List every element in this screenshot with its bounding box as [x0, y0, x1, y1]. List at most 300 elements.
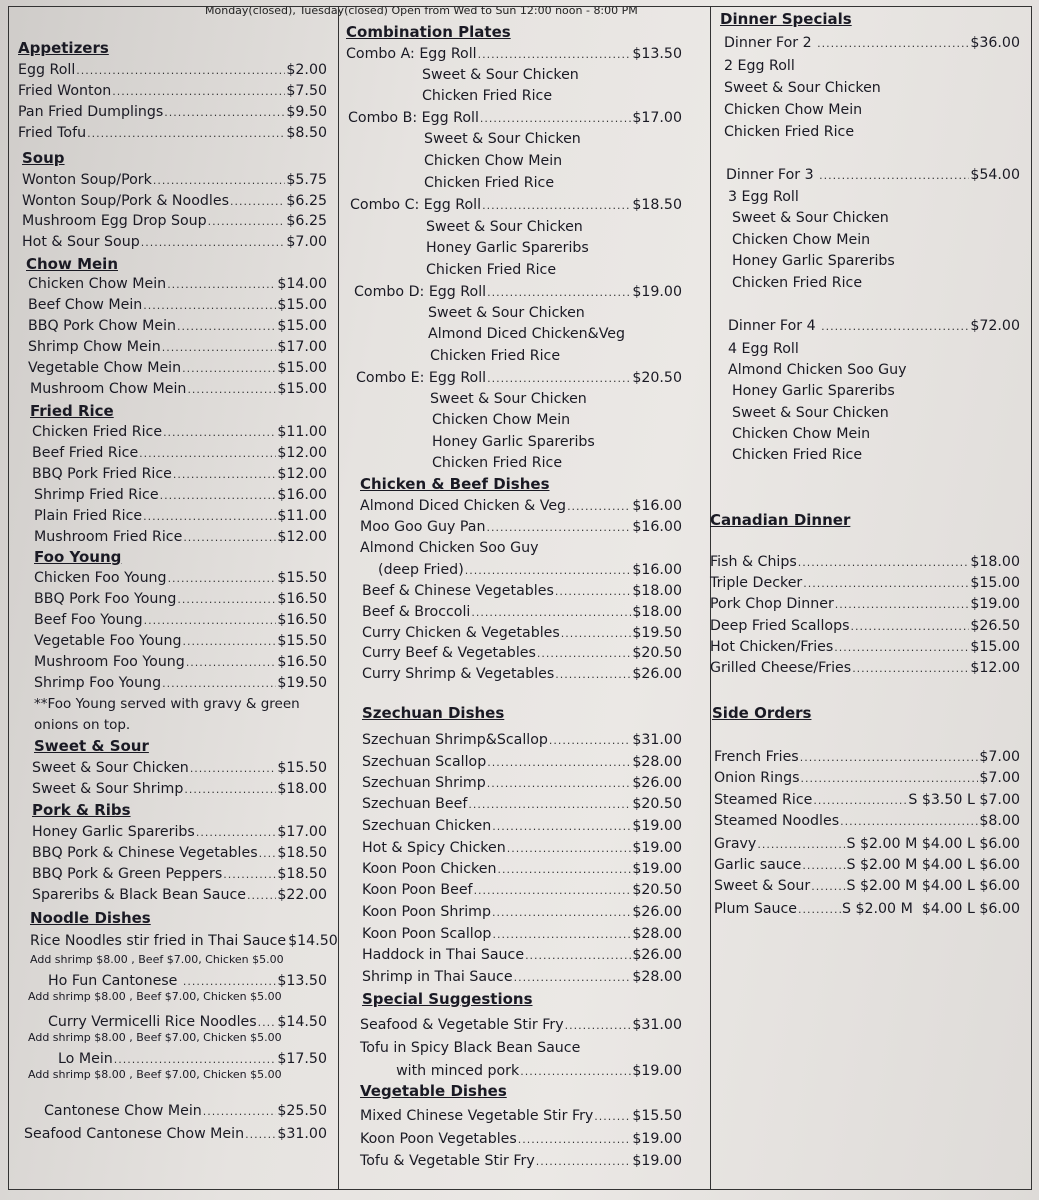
item-price: $17.50	[277, 1051, 327, 1067]
item-name: Ho Fun Cantonese	[48, 973, 182, 989]
menu-item	[34, 591, 327, 607]
menu-item	[32, 824, 327, 840]
item-price: $26.50	[970, 618, 1020, 634]
item-price: $7.00	[979, 770, 1020, 786]
item-price: $11.00	[277, 424, 327, 440]
item-price: $20.50	[632, 796, 682, 812]
item-price: $16.50	[277, 612, 327, 628]
menu-item	[714, 857, 1020, 873]
dot-leader	[177, 593, 276, 606]
item-name: Beef & Chinese Vegetables	[362, 583, 554, 599]
item-price: $16.50	[277, 654, 327, 670]
item-name: Fish & Chips	[710, 554, 797, 570]
item-name: Grilled Cheese/Fries	[710, 660, 852, 676]
item-price: $19.00	[632, 861, 682, 877]
item-price: $12.00	[277, 529, 327, 545]
item-name: Hot Chicken/Fries	[710, 639, 834, 655]
menu-item	[360, 519, 682, 535]
item-name: Chicken Fried Rice	[32, 424, 163, 440]
menu-item	[714, 749, 1020, 765]
menu-line: Almond Diced Chicken&Veg	[428, 326, 626, 342]
dot-leader	[555, 668, 631, 681]
menu-line: Sweet & Sour Chicken	[426, 219, 583, 235]
dot-leader	[537, 647, 631, 660]
item-name: Koon Poon Chicken	[362, 861, 497, 877]
dot-leader	[168, 572, 277, 585]
dot-leader	[492, 820, 631, 833]
menu-line: Chicken Fried Rice	[422, 88, 553, 104]
menu-item	[360, 498, 682, 514]
dot-leader	[76, 64, 285, 77]
item-price: $14.00	[277, 276, 327, 292]
dot-leader	[821, 320, 969, 333]
menu-item	[34, 487, 327, 503]
menu-item	[28, 360, 327, 376]
item-price: $12.00	[277, 445, 327, 461]
item-price: $22.00	[277, 887, 327, 903]
item-name: Combo E: Egg Roll	[356, 370, 487, 386]
item-name: Mushroom Chow Mein	[30, 381, 187, 397]
dot-leader	[518, 1133, 632, 1146]
item-name: Dinner For 4	[728, 318, 821, 334]
item-name: Beef Chow Mein	[28, 297, 143, 313]
menu-item	[48, 1014, 327, 1030]
item-price: $19.00	[632, 1153, 682, 1169]
dot-leader	[182, 635, 276, 648]
menu-item	[34, 675, 327, 691]
menu-item	[360, 562, 682, 578]
menu-item	[22, 213, 327, 229]
item-name: Combo C: Egg Roll	[350, 197, 482, 213]
item-price: $17.00	[277, 339, 327, 355]
item-price: $31.00	[632, 1017, 682, 1033]
dot-leader	[800, 751, 979, 764]
menu-item	[32, 781, 327, 797]
item-name: Chicken Chow Mein	[28, 276, 167, 292]
dot-leader	[834, 641, 969, 654]
menu-item	[724, 35, 1020, 51]
dot-leader	[757, 838, 845, 851]
menu-item	[362, 969, 682, 985]
item-name: Deep Fried Scallops	[710, 618, 850, 634]
menu-item	[362, 926, 682, 942]
add-on-note: Add shrimp $8.00 , Beef $7.00, Chicken $5.00	[30, 953, 284, 966]
item-name: Shrimp Chow Mein	[28, 339, 161, 355]
dot-leader	[561, 627, 632, 640]
item-name: Fried Tofu	[18, 125, 87, 141]
section-heading: Special Suggestions	[362, 990, 533, 1008]
menu-item	[32, 887, 327, 903]
menu-item	[710, 660, 1020, 676]
dot-leader	[798, 903, 841, 916]
menu-line: Honey Garlic Spareribs	[732, 383, 895, 399]
dot-leader	[536, 1155, 632, 1168]
dot-leader	[167, 278, 276, 291]
item-price: $26.00	[632, 666, 682, 682]
dot-leader	[802, 859, 845, 872]
section-heading: Side Orders	[712, 704, 812, 722]
menu-item	[350, 197, 682, 213]
add-on-note: Add shrimp $8.00 , Beef $7.00, Chicken $5.00	[28, 1031, 282, 1044]
menu-line: Sweet & Sour Chicken	[428, 305, 585, 321]
item-name: Mushroom Foo Young	[34, 654, 185, 670]
item-price: $5.75	[286, 172, 327, 188]
menu-item	[32, 845, 327, 861]
item-price: $15.00	[277, 318, 327, 334]
menu-item	[362, 732, 682, 748]
item-price: $18.50	[277, 845, 327, 861]
dot-leader	[482, 199, 631, 212]
menu-item	[28, 339, 327, 355]
menu-item	[362, 796, 682, 812]
item-name: Beef Foo Young	[34, 612, 143, 628]
dot-leader	[87, 127, 285, 140]
dot-leader	[851, 620, 970, 633]
menu-item	[714, 813, 1020, 829]
item-name: Koon Poon Beef	[362, 882, 473, 898]
menu-line: Chicken Fried Rice	[432, 455, 563, 471]
menu-item	[48, 973, 327, 989]
dot-leader	[160, 489, 277, 502]
item-price: $12.00	[277, 466, 327, 482]
item-price: $15.50	[277, 570, 327, 586]
menu-item	[728, 318, 1020, 334]
menu-line: Tofu in Spicy Black Bean Sauce	[360, 1040, 581, 1056]
item-name: Dinner For 3	[726, 167, 819, 183]
item-name: Steamed Rice	[714, 792, 813, 808]
dot-leader	[567, 500, 631, 513]
item-name: Combo A: Egg Roll	[346, 46, 477, 62]
dot-leader	[487, 286, 631, 299]
menu-item	[362, 754, 682, 770]
menu-line: Chicken Fried Rice	[732, 447, 863, 463]
dot-leader	[800, 772, 978, 785]
item-name: Haddock in Thai Sauce	[362, 947, 525, 963]
menu-line: Chicken Fried Rice	[424, 175, 555, 191]
item-price: $16.00	[632, 519, 682, 535]
item-name: Koon Poon Shrimp	[362, 904, 491, 920]
item-price: $26.00	[632, 904, 682, 920]
item-name: Gravy	[714, 836, 757, 852]
item-name: with minced pork	[360, 1063, 520, 1079]
menu-line: 2 Egg Roll	[724, 58, 795, 74]
section-heading: Fried Rice	[30, 402, 114, 420]
dot-leader	[487, 372, 631, 385]
menu-item	[44, 1103, 327, 1119]
dot-leader	[480, 112, 631, 125]
item-name: Curry Chicken & Vegetables	[362, 625, 560, 641]
section-heading: Chicken & Beef Dishes	[360, 475, 550, 493]
dot-leader	[183, 975, 276, 988]
item-name: Plum Sauce	[714, 901, 798, 917]
item-price: $17.00	[277, 824, 327, 840]
menu-item	[714, 770, 1020, 786]
menu-line: Chicken Chow Mein	[732, 426, 871, 442]
dot-leader	[487, 777, 632, 790]
item-price: $6.25	[286, 213, 327, 229]
item-name: Mushroom Fried Rice	[34, 529, 183, 545]
section-heading: Szechuan Dishes	[362, 704, 505, 722]
dot-leader	[247, 889, 276, 902]
item-price: $2.00	[286, 62, 327, 78]
item-name: Szechuan Shrimp	[362, 775, 486, 791]
item-price: $15.50	[277, 633, 327, 649]
item-name: Pan Fried Dumplings	[18, 104, 164, 120]
section-heading: Vegetable Dishes	[360, 1082, 507, 1100]
column-divider	[338, 6, 339, 1190]
item-name: Cantonese Chow Mein	[44, 1103, 202, 1119]
item-price: $7.00	[286, 234, 327, 250]
item-name: Seafood Cantonese Chow Mein	[24, 1126, 245, 1142]
item-price: $16.00	[277, 487, 327, 503]
menu-item	[18, 125, 327, 141]
dot-leader	[112, 85, 285, 98]
item-name: Shrimp Fried Rice	[34, 487, 159, 503]
item-name: Curry Vermicelli Rice Noodles	[48, 1014, 257, 1030]
dot-leader	[186, 656, 277, 669]
dot-leader	[819, 169, 969, 182]
menu-item	[34, 529, 327, 545]
item-price: $54.00	[970, 167, 1020, 183]
menu-item	[362, 604, 682, 620]
menu-item	[24, 1126, 327, 1142]
item-name: Spareribs & Black Bean Sauce	[32, 887, 246, 903]
menu-item	[710, 575, 1020, 591]
item-name: Tofu & Vegetable Stir Fry	[360, 1153, 535, 1169]
dot-leader	[245, 1128, 276, 1141]
section-heading: Combination Plates	[346, 23, 511, 41]
item-name: Fried Wonton	[18, 83, 112, 99]
item-name: BBQ Pork Foo Young	[34, 591, 177, 607]
item-name: Plain Fried Rice	[34, 508, 143, 524]
item-name: Szechuan Beef	[362, 796, 468, 812]
dot-leader	[114, 1053, 277, 1066]
dot-leader	[798, 556, 970, 569]
menu-item	[18, 83, 327, 99]
dot-leader	[187, 383, 276, 396]
item-price: $20.50	[632, 645, 682, 661]
dot-leader	[190, 762, 277, 775]
item-price: $19.00	[632, 1131, 682, 1147]
item-name: Wonton Soup/Pork & Noodles	[22, 193, 229, 209]
dot-leader	[840, 815, 978, 828]
menu-line: 4 Egg Roll	[728, 341, 799, 357]
menu-item	[32, 866, 327, 882]
menu-item	[362, 583, 682, 599]
item-price: $14.50	[277, 1014, 327, 1030]
item-price: S $2.00 M $4.00 L $6.00	[841, 901, 1020, 917]
dot-leader	[208, 215, 286, 228]
item-price: $14.50	[288, 933, 338, 949]
menu-line: Sweet & Sour Chicken	[732, 210, 889, 226]
item-price: $18.50	[277, 866, 327, 882]
item-price: $20.50	[632, 370, 682, 386]
item-price: $72.00	[970, 318, 1020, 334]
item-price: $26.00	[632, 947, 682, 963]
menu-line: Chicken Fried Rice	[724, 124, 855, 140]
dot-leader	[468, 798, 631, 811]
item-name: Wonton Soup/Pork	[22, 172, 152, 188]
menu-line: Almond Chicken Soo Guy	[728, 362, 907, 378]
menu-note: onions on top.	[34, 717, 131, 733]
menu-line: Chicken Chow Mein	[724, 102, 863, 118]
item-name: Triple Decker	[710, 575, 803, 591]
item-price: $19.50	[277, 675, 327, 691]
dot-leader	[223, 868, 276, 881]
section-heading: Foo Young	[34, 548, 122, 566]
item-price: $28.00	[632, 926, 682, 942]
dot-leader	[182, 362, 276, 375]
menu-item	[32, 760, 327, 776]
item-name: BBQ Pork & Chinese Vegetables	[32, 845, 258, 861]
item-price: $28.00	[632, 969, 682, 985]
menu-item	[28, 297, 327, 313]
menu-item	[710, 639, 1020, 655]
menu-item	[710, 618, 1020, 634]
dot-leader	[817, 37, 969, 50]
item-name: Moo Goo Guy Pan	[360, 519, 486, 535]
dot-leader	[852, 662, 969, 675]
dot-leader	[259, 847, 277, 860]
dot-leader	[514, 971, 632, 984]
item-name: Koon Poon Vegetables	[360, 1131, 517, 1147]
menu-item	[362, 645, 682, 661]
item-name: Mushroom Egg Drop Soup	[22, 213, 207, 229]
menu-line: Chicken Chow Mein	[732, 232, 871, 248]
dot-leader	[525, 949, 631, 962]
dot-leader	[139, 447, 276, 460]
dot-leader	[549, 734, 631, 747]
menu-line: Chicken Fried Rice	[426, 262, 557, 278]
dot-leader	[230, 195, 285, 208]
menu-item	[18, 104, 327, 120]
dot-leader	[143, 510, 276, 523]
menu-item	[362, 882, 682, 898]
item-price: $15.00	[970, 575, 1020, 591]
item-price: $18.00	[632, 604, 682, 620]
item-price: $15.50	[632, 1108, 682, 1124]
dot-leader	[497, 863, 631, 876]
item-price: $11.00	[277, 508, 327, 524]
menu-item	[356, 370, 682, 386]
item-price: $26.00	[632, 775, 682, 791]
menu-item	[22, 193, 327, 209]
item-price: $15.00	[277, 360, 327, 376]
menu-item	[362, 818, 682, 834]
item-name: BBQ Pork Fried Rice	[32, 466, 172, 482]
item-price: $6.25	[286, 193, 327, 209]
menu-item	[714, 878, 1020, 894]
item-price: S $2.00 M $4.00 L $6.00	[846, 836, 1020, 852]
menu-item	[354, 284, 682, 300]
menu-line: Chicken Chow Mein	[432, 412, 571, 428]
item-name: Shrimp Foo Young	[34, 675, 162, 691]
dot-leader	[813, 794, 907, 807]
item-price: $8.50	[286, 125, 327, 141]
dot-leader	[162, 677, 276, 690]
menu-item	[32, 466, 327, 482]
dot-leader	[487, 756, 631, 769]
dot-leader	[520, 1065, 631, 1078]
item-name: Hot & Sour Soup	[22, 234, 140, 250]
item-price: $18.00	[277, 781, 327, 797]
menu-item	[714, 792, 1020, 808]
dot-leader	[492, 906, 631, 919]
section-heading: Noodle Dishes	[30, 909, 151, 927]
menu-line: Sweet & Sour Chicken	[430, 391, 587, 407]
item-name: BBQ Pork & Green Peppers	[32, 866, 223, 882]
menu-item	[34, 654, 327, 670]
menu-item	[28, 318, 327, 334]
item-name: Vegetable Foo Young	[34, 633, 182, 649]
item-name: Beef Fried Rice	[32, 445, 139, 461]
item-name: Shrimp in Thai Sauce	[362, 969, 513, 985]
menu-line: Honey Garlic Spareribs	[426, 240, 589, 256]
item-price: $18.00	[632, 583, 682, 599]
dot-leader	[465, 564, 632, 577]
menu-item	[710, 596, 1020, 612]
item-name: Garlic sauce	[714, 857, 802, 873]
menu-line: Honey Garlic Spareribs	[732, 253, 895, 269]
item-name: Pork Chop Dinner	[710, 596, 834, 612]
dot-leader	[203, 1105, 277, 1118]
item-name: Curry Shrimp & Vegetables	[362, 666, 555, 682]
menu-item	[710, 554, 1020, 570]
item-price: $16.50	[277, 591, 327, 607]
item-price: $19.50	[632, 625, 682, 641]
menu-line: 3 Egg Roll	[728, 189, 799, 205]
menu-item	[362, 625, 682, 641]
menu-note: **Foo Young served with gravy & green	[34, 696, 300, 712]
item-name: Chicken Foo Young	[34, 570, 167, 586]
dot-leader	[164, 106, 285, 119]
menu-line: Sweet & Sour Chicken	[732, 405, 889, 421]
item-price: $31.00	[277, 1126, 327, 1142]
item-price: $7.00	[979, 749, 1020, 765]
item-price: $19.00	[632, 1063, 682, 1079]
item-name: Onion Rings	[714, 770, 800, 786]
dot-leader	[478, 48, 632, 61]
item-name: Dinner For 2	[724, 35, 817, 51]
item-price: $31.00	[632, 732, 682, 748]
dot-leader	[163, 426, 276, 439]
dot-leader	[507, 842, 632, 855]
item-price: $13.50	[277, 973, 327, 989]
item-name: Seafood & Vegetable Stir Fry	[360, 1017, 564, 1033]
menu-item	[34, 612, 327, 628]
item-price: $13.50	[632, 46, 682, 62]
item-name: Hot & Spicy Chicken	[362, 840, 506, 856]
item-price: $19.00	[632, 284, 682, 300]
item-price: $18.00	[970, 554, 1020, 570]
item-name: BBQ Pork Chow Mein	[28, 318, 177, 334]
dot-leader	[173, 468, 276, 481]
item-name: Sweet & Sour Chicken	[32, 760, 189, 776]
menu-item	[18, 62, 327, 78]
item-name: Egg Roll	[18, 62, 76, 78]
item-price: $20.50	[632, 882, 682, 898]
menu-item	[362, 840, 682, 856]
menu-item	[360, 1108, 682, 1124]
dot-leader	[196, 826, 277, 839]
item-name: Szechuan Shrimp&Scallop	[362, 732, 548, 748]
item-price: $15.00	[277, 381, 327, 397]
menu-item	[348, 110, 682, 126]
menu-item	[30, 381, 327, 397]
hours-note: Monday(closed), Tuesday(closed) Open from Wed to Sun 12:00 noon - 8:00 PM	[205, 4, 638, 17]
menu-item	[22, 172, 327, 188]
item-price: $15.00	[970, 639, 1020, 655]
